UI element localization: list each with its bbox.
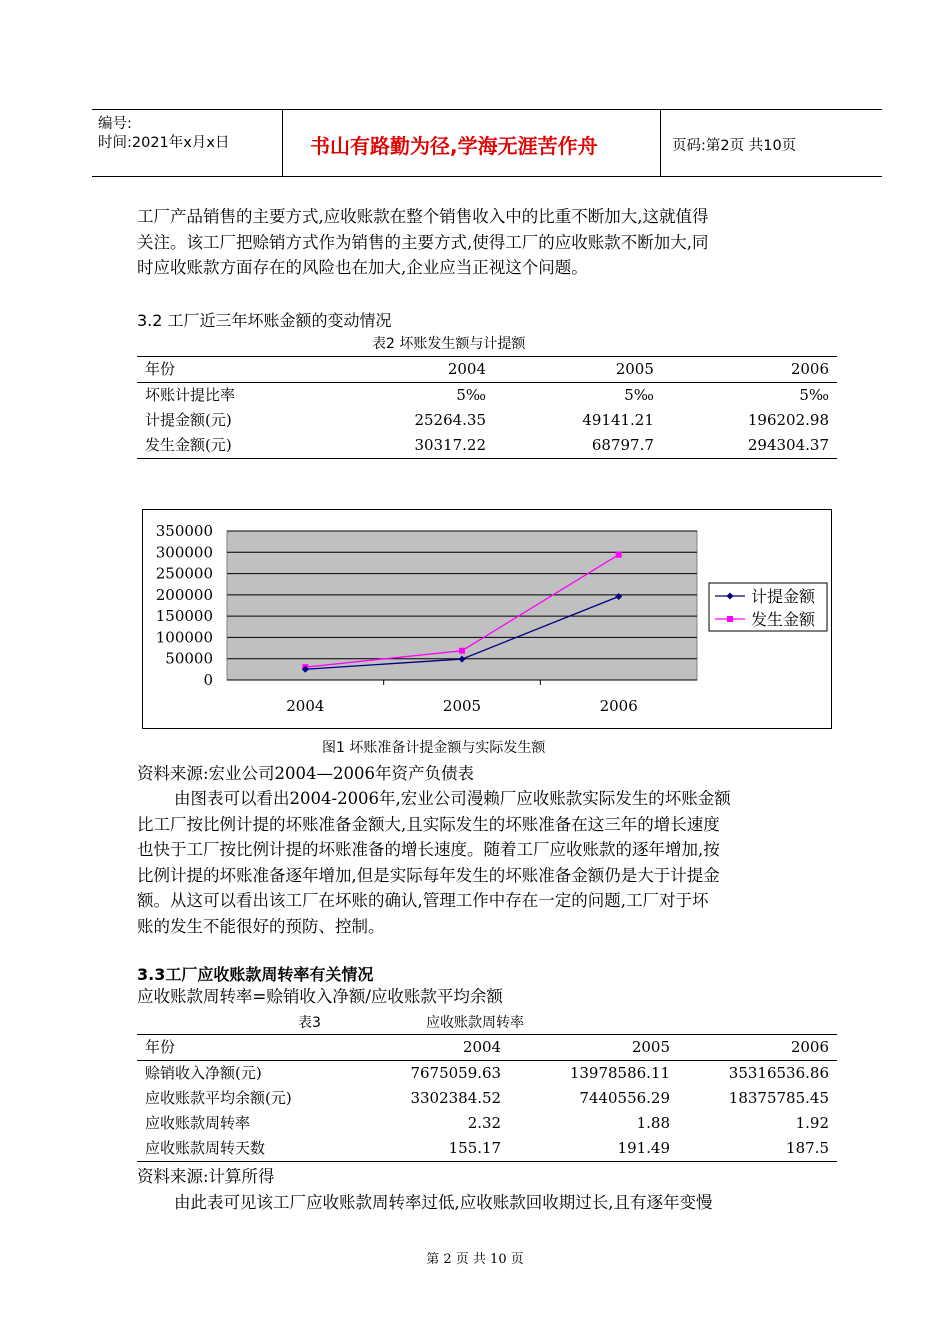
table-cell: 坏账计提比率 — [145, 386, 236, 404]
intro-line: 工厂产品销售的主要方式,应收账款在整个销售收入中的比重不断加大,这就值得 — [137, 207, 709, 226]
analysis-line: 比例计提的坏账准备逐年增加,但是实际每年发生的坏账准备金额仍是大于计提金 — [137, 865, 720, 885]
table-cell: 发生金额(元) — [137, 433, 328, 459]
table-header-cell: 2005 — [519, 1035, 678, 1061]
table-cell: 196202.98 — [747, 411, 829, 429]
table-cell: 49141.21 — [582, 411, 654, 429]
table-cell: 1.92 — [795, 1114, 829, 1132]
table-cell: 155.17 — [360, 1136, 520, 1162]
source-line: 资料来源:宏业公司2004—2006年资产负债表 — [137, 764, 475, 783]
source-note-1 — [137, 761, 837, 787]
header-slogan: 书山有路勤为径,学海无涯苦作舟 — [310, 134, 598, 158]
header-divider-left — [282, 109, 283, 176]
table-cell: 计提金额(元) — [145, 411, 232, 429]
table-cell: 68797.7 — [504, 433, 662, 459]
formula-line — [137, 984, 837, 1010]
intro-line: 时应收账款方面存在的风险也在加大,企业应当正视这个问题。 — [137, 258, 588, 278]
formula-text: 应收账款周转率=赊销收入净额/应收账款平均余额 — [137, 987, 503, 1006]
line-chart — [142, 509, 832, 729]
table-header-row — [137, 1035, 837, 1061]
table-row — [137, 1111, 837, 1136]
table-header-cell: 年份 — [137, 1035, 360, 1061]
table-header-cell: 2004 — [328, 357, 504, 383]
legend-label: 发生金额 — [751, 610, 816, 629]
section-3-2-heading: 3.2 工厂近三年坏账金额的变动情况 — [137, 311, 392, 330]
header-top-rule — [92, 109, 882, 110]
y-tick-label: 250000 — [155, 564, 213, 583]
table-cell: 18375785.45 — [728, 1089, 829, 1107]
analysis-line: 比工厂按比例计提的坏账准备金额大,且实际发生的坏账准备在这三年的增长速度 — [137, 814, 720, 834]
table-cell: 3302384.52 — [410, 1089, 502, 1107]
figure-1-caption: 图1 坏账准备计提金额与实际发生额 — [322, 740, 546, 756]
y-tick-label: 300000 — [155, 543, 213, 562]
header-number-label: 编号: — [98, 116, 132, 132]
data-point-square — [616, 552, 622, 558]
table-header-cell: 年份 — [137, 357, 328, 383]
table-cell: 应收账款平均余额(元) — [145, 1089, 292, 1107]
analysis-paragraph — [137, 786, 837, 940]
closing-paragraph — [137, 1190, 837, 1216]
table-header-row — [137, 357, 837, 383]
analysis-line: 由图表可以看出2004-2006年,宏业公司漫赖厂应收账款实际发生的坏账金额 — [174, 789, 731, 808]
table-cell: 187.5 — [678, 1136, 837, 1162]
intro-line: 关注。该工厂把赊销方式作为销售的主要方式,使得工厂的应收账款不断加大,同 — [137, 232, 709, 252]
table-cell: 1.88 — [636, 1114, 671, 1132]
x-tick-label: 2006 — [599, 697, 638, 715]
legend-label: 计提金额 — [751, 587, 816, 606]
legend-marker — [727, 616, 733, 622]
table-3 — [137, 1034, 837, 1162]
table-header-cell: 2004 — [360, 1035, 520, 1061]
y-tick-label: 0 — [203, 671, 213, 689]
table-cell: 5‰ — [624, 386, 654, 404]
table-3-title: 应收账款周转率 — [426, 1015, 524, 1031]
page-footer: 第 2 页 共 10 页 — [426, 1252, 524, 1267]
table-cell: 赊销收入净额(元) — [145, 1064, 262, 1082]
table-cell: 191.49 — [519, 1136, 678, 1162]
source-line: 资料来源:计算所得 — [137, 1167, 275, 1186]
table-row — [137, 1086, 837, 1111]
table-row — [137, 383, 837, 409]
table-cell: 应收账款周转率 — [145, 1114, 251, 1132]
table-2-caption: 表2 坏账发生额与计提额 — [372, 336, 526, 352]
table-cell: 25264.35 — [414, 411, 487, 429]
table-cell: 294304.37 — [662, 433, 837, 459]
header-bottom-rule — [92, 176, 882, 177]
data-point-square — [459, 648, 465, 654]
table-cell: 13978586.11 — [569, 1064, 671, 1082]
intro-paragraph — [137, 204, 837, 281]
table-row — [137, 1136, 837, 1162]
section-3-3-heading: 3.3工厂应收账款周转率有关情况 — [137, 965, 374, 984]
table-3-label: 表3 — [298, 1015, 321, 1031]
analysis-line: 也快于工厂按比例计提的坏账准备的增长速度。随着工厂应收账款的逐年增加,按 — [137, 840, 720, 860]
table-header-cell: 2006 — [678, 1035, 837, 1061]
table-cell: 7440556.29 — [579, 1089, 671, 1107]
table-row — [137, 433, 837, 459]
source-note-2 — [137, 1164, 837, 1190]
table-cell: 2.32 — [467, 1114, 502, 1132]
y-tick-label: 150000 — [155, 607, 213, 626]
table-header-cell: 2005 — [504, 357, 662, 383]
header-page-label: 页码:第2页 共10页 — [672, 138, 797, 154]
y-tick-label: 50000 — [165, 649, 213, 668]
table-cell: 35316536.86 — [728, 1064, 829, 1082]
table-cell: 5‰ — [456, 386, 487, 404]
header-time-label: 时间:2021年x月x日 — [98, 135, 230, 151]
analysis-line: 账的发生不能很好的预防、控制。 — [137, 916, 385, 936]
y-tick-label: 350000 — [155, 522, 213, 540]
table-2 — [137, 356, 837, 459]
table-row — [137, 1061, 837, 1087]
table-cell: 30317.22 — [328, 433, 504, 459]
chart-svg — [142, 509, 832, 729]
x-tick-label: 2005 — [442, 697, 482, 715]
header-divider-right — [660, 109, 661, 176]
table-cell: 5‰ — [799, 386, 829, 404]
analysis-line: 额。从这可以看出该工厂在坏账的确认,管理工作中存在一定的问题,工厂对于坏 — [137, 891, 709, 911]
table-cell: 7675059.63 — [410, 1064, 502, 1082]
table-row — [137, 408, 837, 433]
closing-line: 由此表可见该工厂应收账款周转率过低,应收账款回收期过长,且有逐年变慢 — [174, 1193, 713, 1212]
x-tick-label: 2004 — [286, 697, 325, 715]
table-cell: 应收账款周转天数 — [137, 1136, 360, 1162]
y-tick-label: 200000 — [155, 585, 213, 604]
y-tick-label: 100000 — [155, 628, 213, 647]
table-header-cell: 2006 — [662, 357, 837, 383]
